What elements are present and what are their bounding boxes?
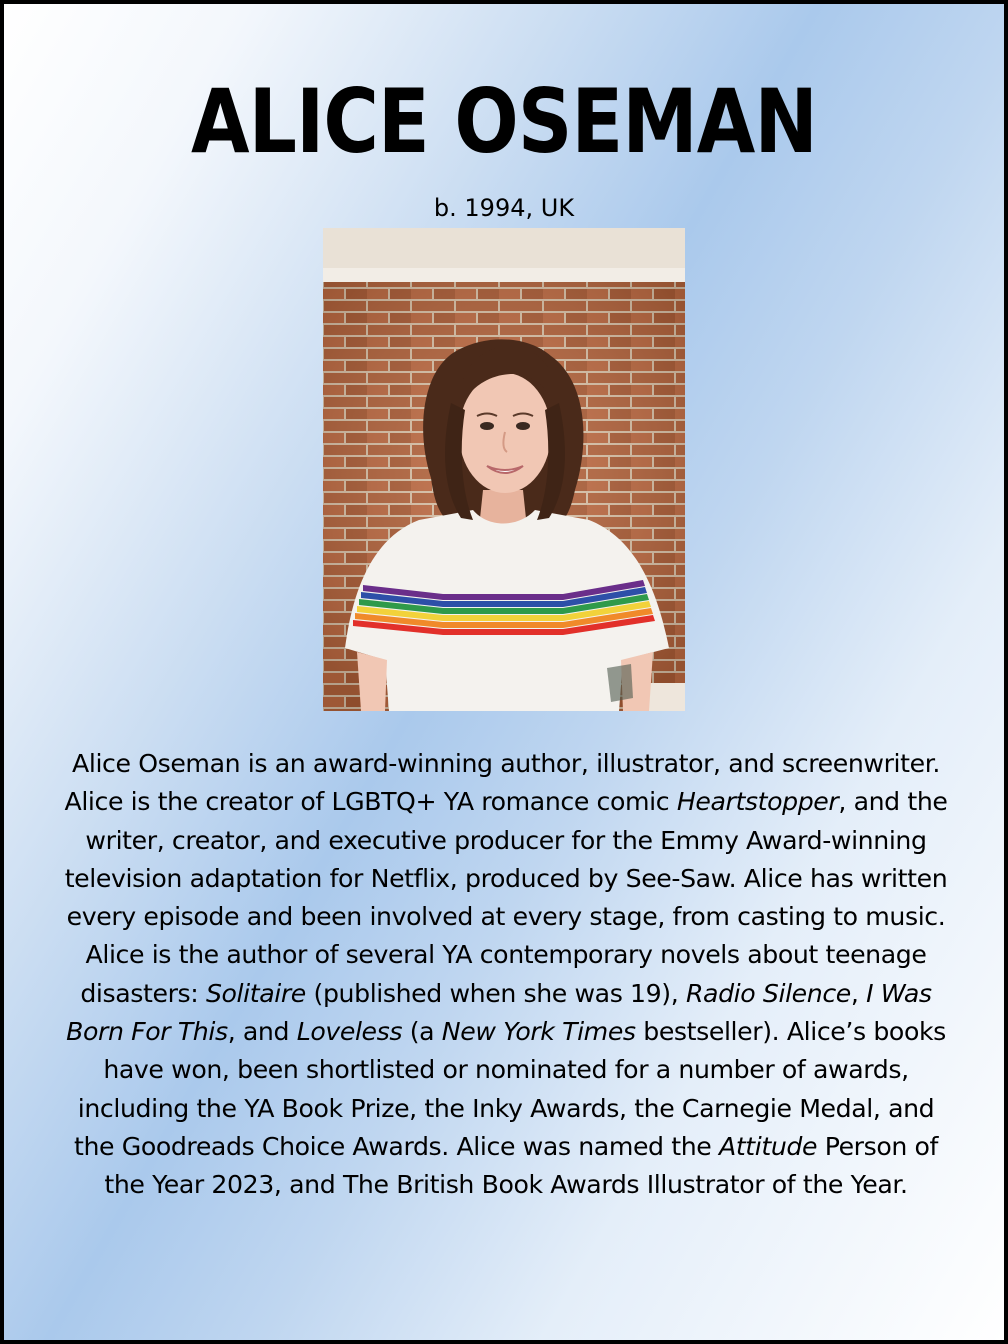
bio-text: (a — [402, 1017, 442, 1047]
publication-attitude: Attitude — [718, 1131, 818, 1161]
book-title-i-was-born-for-this: I Was Born For This — [66, 978, 932, 1047]
bio-text: Alice Oseman is an award-winning author, illustrator, and screenwriter. Alice is the creator of LGBTQ+ YA romance comic — [64, 749, 940, 817]
book-title-solitaire: Solitaire — [205, 978, 306, 1008]
bio-text: Person of the Year 2023, and The British Book Awards Illustrator of the Year. — [104, 1131, 939, 1200]
book-title-radio-silence: Radio Silence — [685, 978, 851, 1008]
tattoo — [607, 664, 633, 702]
ceiling — [323, 228, 685, 268]
bio-text: , — [850, 978, 867, 1008]
author-name: ALICE OSEMAN — [191, 70, 817, 173]
bio-text: , and — [227, 1017, 297, 1047]
author-bio — [60, 745, 952, 1205]
bio-text: , and the writer, creator, and executive producer for the Emmy Award-winning television adaptation for Netflix, produced by See-Saw. Alice has written every episode and been involved at every stage, from casting to music. Alice is the author of several YA contemporary novels about teenage disasters: — [64, 787, 948, 1008]
bio-text: bestseller). Alice’s books have won, been shortlisted or nominated for a number of awards, including the YA Book Prize, the Inky Awards, the Carnegie Medal, and the Goodreads Choice Awards. Alice was named the — [73, 1017, 946, 1161]
book-title-loveless: Loveless — [296, 1017, 403, 1047]
publication-new-york-times: New York Times — [441, 1017, 636, 1047]
birth-info: b. 1994, UK — [433, 194, 575, 222]
book-title-heartstopper: Heartstopper — [676, 787, 839, 817]
bio-text: (published when she was 19), — [305, 978, 686, 1008]
author-photo — [323, 228, 685, 711]
